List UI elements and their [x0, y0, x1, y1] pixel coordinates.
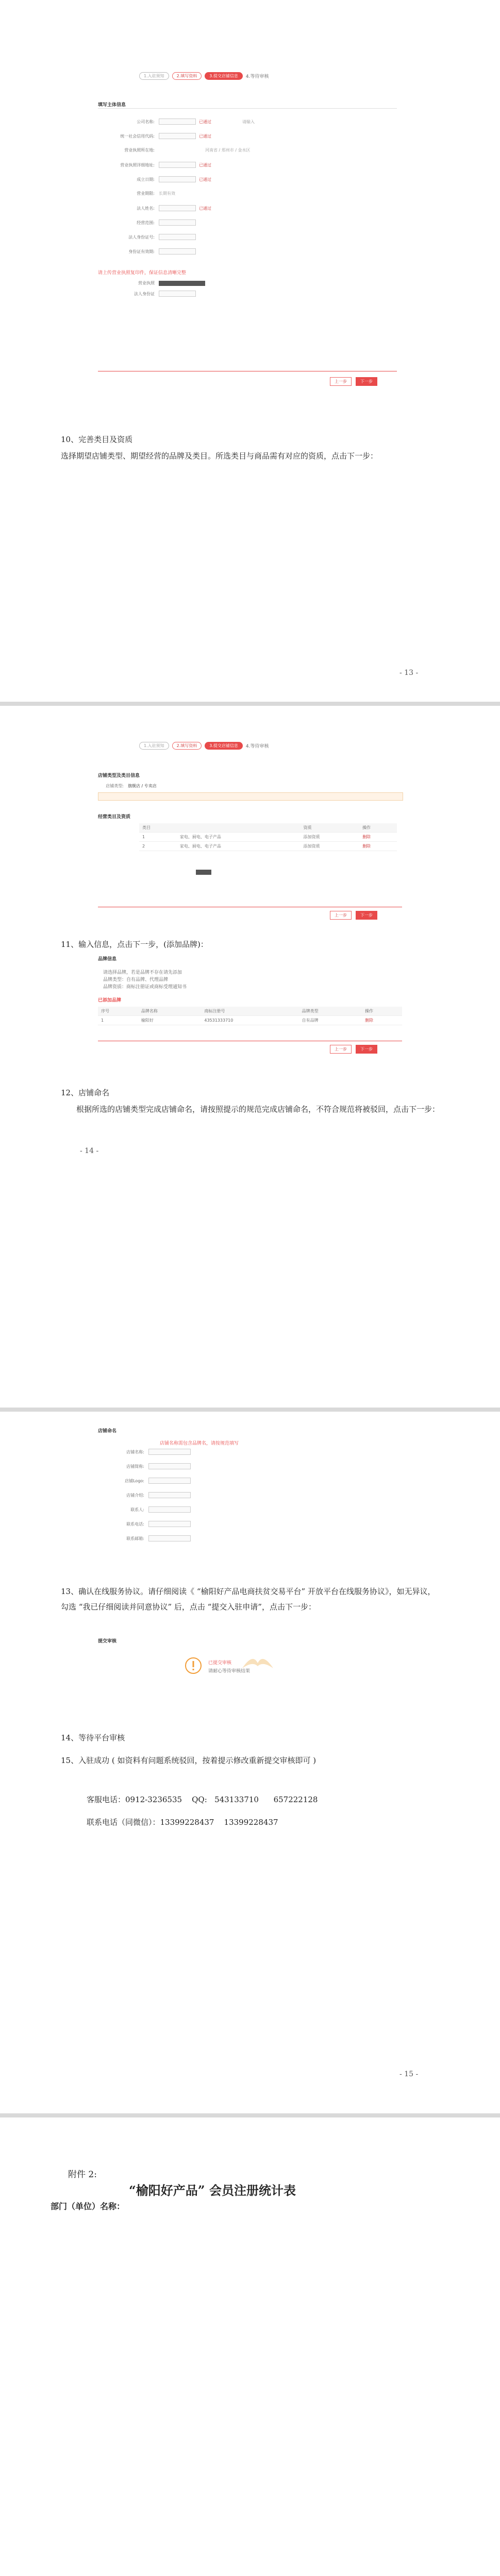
prev-button[interactable]: 上一步 — [330, 377, 352, 386]
form-row[interactable]: 统一社会信用代码: 已通过 — [120, 133, 211, 139]
step-1: 1.入驻须知 — [139, 742, 169, 750]
form-row[interactable]: 法人身份证号: — [93, 234, 196, 240]
brand-list-title: 已添加品牌 — [98, 998, 122, 1003]
page-number: - 13 - — [399, 669, 419, 677]
section-body-12: 根据所选的店铺类型完成店铺命名，请按照提示的规范完成店铺命名，不符合规范将被驳回，点击下一步： — [76, 1105, 440, 1114]
screenshot-status — [93, 1635, 407, 1713]
table-row: 2 家电、厨电、电子产品 添加资质 删除 — [139, 842, 397, 851]
contact-line-1: 客服电话：0912-3236535 QQ: 543133710 657222128 — [87, 1795, 318, 1804]
step-2: 2.填写资料 — [172, 742, 202, 750]
form-row[interactable]: 联系人: — [82, 1506, 191, 1513]
form-row[interactable]: 身份证有效期: — [93, 248, 196, 255]
brand-note: 请选择品牌，若是品牌不存在请先添加 — [103, 970, 182, 975]
category-table: 类目 资质 操作 1 家电、厨电、电子产品 添加资质 删除 2 家电、厨电、电子产品 添加资质 删除 — [139, 823, 397, 851]
form-row[interactable]: 店铺Logo: — [82, 1478, 191, 1484]
bird-logo-icon — [237, 1653, 278, 1673]
brand-table: 序号 品牌名称 商标注册号 品牌类型 操作 1 榆阳好 43531333710 自有品牌 删除 — [98, 1007, 402, 1025]
form-row[interactable]: 法人姓名: 已通过 — [137, 206, 211, 211]
form-row[interactable]: 店铺简称: — [82, 1463, 191, 1469]
panel-title: 店铺类型及类目信息 — [98, 773, 140, 778]
idcard-upload[interactable]: 法人身份证 — [93, 291, 196, 297]
status-sub: 请耐心等待审核结果 — [208, 1669, 251, 1674]
screenshot-naming — [93, 1417, 407, 1566]
screenshot-shop-form — [93, 72, 407, 402]
prev-button[interactable]: 上一步 — [330, 911, 352, 920]
section-body-10: 选择期望店铺类型、期望经营的品牌及类目。所选类目与商品需有对应的资质，点击下一步： — [61, 451, 378, 461]
upload-note: 请上传营业执照复印件，保证信息清晰完整 — [98, 270, 187, 276]
page-number: - 14 - — [80, 1147, 99, 1155]
form-row[interactable]: 公司名称: 已通过 请输入 — [137, 119, 255, 124]
prev-button[interactable]: 上一步 — [330, 1045, 352, 1054]
status-message: 已提交审核 — [208, 1660, 232, 1666]
brand-title: 品牌信息 — [98, 957, 117, 962]
step-indicator — [139, 72, 269, 80]
step-3: 3.提交店铺信息 — [205, 742, 243, 750]
document-page-14 — [0, 706, 500, 1408]
form-row[interactable]: 店铺名称: — [82, 1449, 191, 1455]
step-3: 3.提交店铺信息 — [205, 72, 243, 80]
section-heading-15: 15、入驻成功 ( 如资料有问题系统驳回，按着提示修改重新提交审核即可 ) — [61, 1756, 316, 1765]
table-row: 1 榆阳好 43531333710 自有品牌 删除 — [98, 1016, 402, 1025]
contact-line-2: 联系电话（同微信）：13399228437 13399228437 — [87, 1818, 278, 1827]
screenshot-brand — [93, 953, 407, 1061]
step-4: 4.等待审核 — [245, 744, 269, 749]
table-row: 1 家电、厨电、电子产品 添加资质 删除 — [139, 833, 397, 842]
document-page-16 — [0, 2117, 500, 2576]
form-row[interactable]: 营业执照所在地: 河南省 / 郑州市 / 金水区 — [124, 148, 251, 152]
form-title: 填写主体信息 — [98, 103, 126, 108]
document-page-15 — [0, 1412, 500, 2113]
step-indicator — [139, 742, 269, 750]
next-button[interactable]: 下一步 — [356, 1045, 377, 1054]
brand-note: 品牌类型：自有品牌、代理品牌 — [103, 977, 169, 982]
warning-icon — [185, 1657, 202, 1674]
step-4: 4.等待审核 — [245, 74, 269, 79]
step-1: 1.入驻须知 — [139, 72, 169, 80]
section-heading-13: 13、确认在线服务协议。请仔细阅读《 “榆阳好产品电商扶贫交易平台” 开放平台在线服务协议》，如无异议，勾选 “我已仔细阅读并同意协议” 后，点击 “提交入驻申请”，点击下一步： — [61, 1587, 436, 1612]
step-2: 2.填写资料 — [172, 72, 202, 80]
shop-type-row[interactable]: 店铺类型: 旗舰店 / 专卖店 — [106, 784, 157, 788]
section-heading-10: 10、完善类目及资质 — [61, 435, 133, 444]
screenshot-category — [93, 742, 407, 927]
form-row[interactable]: 店铺介绍: — [82, 1492, 191, 1498]
table-title: “榆阳好产品” 会员注册统计表 — [129, 2183, 296, 2198]
form-row[interactable]: 经营范围: — [93, 219, 196, 226]
status-title: 提交审核 — [98, 1639, 117, 1644]
next-button[interactable]: 下一步 — [356, 911, 377, 920]
document-page-13 — [0, 0, 500, 702]
form-row[interactable]: 成立日期: 已通过 — [137, 177, 211, 182]
form-row[interactable]: 营业执照详细地址: 已通过 — [120, 162, 211, 167]
section-heading-12: 12、店铺命名 — [61, 1088, 110, 1097]
page-number: - 15 - — [399, 2070, 419, 2078]
form-row[interactable]: 联系电话: — [82, 1521, 191, 1527]
next-button[interactable]: 下一步 — [356, 377, 377, 386]
license-upload[interactable]: 营业执照 — [93, 280, 205, 286]
naming-note: 店铺名称需包含品牌名，请按规范填写 — [160, 1441, 239, 1446]
form-row[interactable]: 联系邮箱: — [82, 1535, 191, 1541]
category-title: 经营类目及资质 — [98, 815, 131, 820]
brand-note: 品牌资质：商标注册证或商标受理通知书 — [103, 985, 187, 990]
form-row[interactable]: 营业期限: 长期有效 — [137, 191, 175, 196]
dept-label: 部门（单位）名称： — [51, 2201, 125, 2211]
annex-label: 附件 2: — [68, 2170, 97, 2180]
section-heading-11: 11、输入信息，点击下一步，(添加品牌)： — [61, 940, 208, 949]
panel-title: 店铺命名 — [98, 1429, 117, 1434]
section-heading-14: 14、等待平台审核 — [61, 1733, 125, 1742]
